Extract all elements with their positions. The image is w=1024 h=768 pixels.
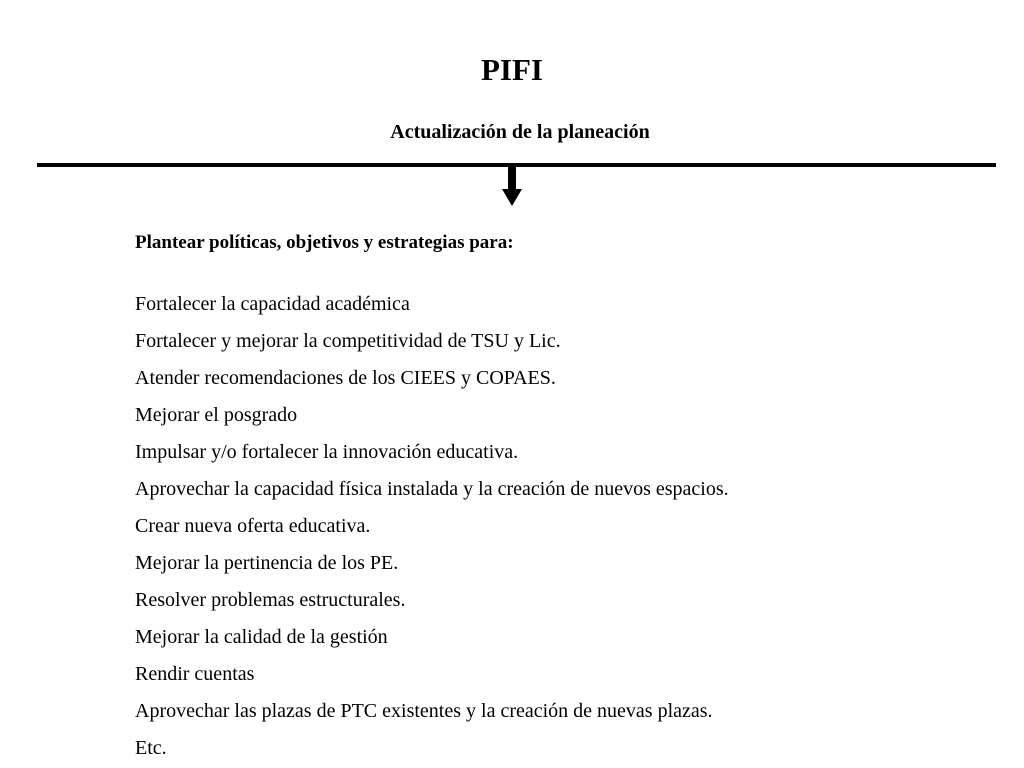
list-item: Etc. [135, 737, 167, 759]
page-subtitle: Actualización de la planeación [390, 121, 650, 143]
list-item: Mejorar el posgrado [135, 404, 298, 426]
list-item: Aprovechar la capacidad física instalada y la creación de nuevos espacios. [135, 478, 729, 500]
intro-heading: Plantear políticas, objetivos y estrategias para: [135, 232, 514, 253]
page-title: PIFI [481, 52, 543, 87]
objectives-list [135, 286, 729, 767]
list-item: Atender recomendaciones de los CIEES y COPAES. [135, 367, 556, 389]
list-item: Crear nueva oferta educativa. [135, 515, 371, 537]
list-item: Resolver problemas estructurales. [135, 589, 406, 611]
list-item: Impulsar y/o fortalecer la innovación educativa. [135, 441, 519, 463]
list-item: Mejorar la pertinencia de los PE. [135, 552, 399, 574]
list-item: Rendir cuentas [135, 663, 255, 685]
list-item: Fortalecer y mejorar la competitividad de TSU y Lic. [135, 330, 561, 352]
list-item: Aprovechar las plazas de PTC existentes y la creación de nuevas plazas. [135, 700, 713, 722]
list-item: Fortalecer la capacidad académica [135, 293, 410, 315]
list-item: Mejorar la calidad de la gestión [135, 626, 388, 648]
arrow-down-icon [500, 167, 524, 207]
